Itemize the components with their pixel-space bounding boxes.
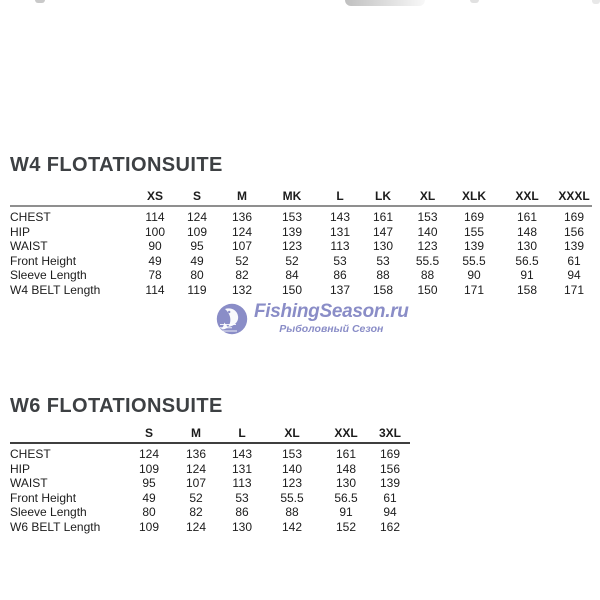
measurement-value: 109 [138, 461, 160, 476]
size-column-header: XL [405, 186, 450, 206]
size-column-header: XLK [450, 186, 498, 206]
measurement-value: 124 [231, 224, 253, 239]
size-column-header: L [222, 425, 262, 443]
measurement-row [10, 476, 410, 491]
measurement-value: 130 [516, 239, 538, 254]
measurement-value: 55.5 [415, 253, 440, 268]
size-column-header: XXL [498, 186, 556, 206]
measurement-value: 95 [190, 239, 204, 254]
measurement-value: 155 [463, 224, 485, 239]
size-column-header: XXXL [556, 186, 592, 206]
measurement-value: 136 [185, 447, 207, 462]
measurement-value: 113 [232, 476, 252, 491]
size-column-header: M [219, 186, 265, 206]
measurement-value: 95 [142, 476, 156, 491]
measurement-value: 49 [142, 490, 156, 505]
measurement-label: HIP [10, 461, 31, 476]
measurement-label: W6 BELT Length [10, 519, 101, 534]
measurement-value: 169 [563, 210, 585, 225]
blank-header-cell [10, 186, 135, 206]
measurement-value: 52 [285, 253, 299, 268]
size-header-row [10, 186, 592, 206]
size-column-header: XL [262, 425, 322, 443]
measurement-value: 123 [281, 476, 303, 491]
measurement-row [10, 520, 410, 535]
measurement-value: 109 [138, 519, 160, 534]
measurement-label: CHEST [10, 447, 51, 462]
measurement-value: 148 [516, 224, 538, 239]
fishingseason-watermark [216, 302, 409, 335]
measurement-value: 147 [372, 224, 394, 239]
measurement-label: HIP [10, 224, 31, 239]
measurement-value: 139 [281, 224, 303, 239]
watermark-text-block [254, 302, 409, 335]
measurement-row [10, 225, 592, 240]
size-column-header: M [170, 425, 222, 443]
measurement-value: 94 [383, 505, 397, 520]
measurement-value: 94 [567, 268, 581, 283]
measurement-value: 88 [285, 505, 299, 520]
measurement-value: 132 [231, 282, 253, 297]
measurement-value: 130 [231, 519, 253, 534]
w6-size-table [10, 425, 410, 534]
watermark-tagline: Рыболовный Сезон [279, 323, 384, 335]
measurement-value: 119 [187, 282, 207, 297]
measurement-label: Sleeve Length [10, 505, 87, 520]
measurement-value: 169 [379, 447, 401, 462]
size-column-header: S [128, 425, 170, 443]
measurement-value: 148 [335, 461, 357, 476]
measurement-value: 139 [563, 239, 585, 254]
measurement-value: 150 [417, 282, 438, 297]
measurement-value: 86 [333, 268, 347, 283]
measurement-value: 56.5 [334, 490, 358, 505]
measurement-value: 109 [186, 224, 208, 239]
measurement-value: 53 [376, 253, 390, 268]
measurement-value: 49 [190, 253, 204, 268]
measurement-value: 53 [333, 253, 347, 268]
w6-flotationsuite-section [10, 393, 410, 534]
size-column-header: MK [265, 186, 319, 206]
size-column-header: XXL [322, 425, 370, 443]
measurement-value: 90 [467, 268, 481, 283]
measurement-value: 86 [235, 505, 249, 520]
fish-logo-icon [216, 303, 248, 335]
measurement-value: 100 [144, 224, 166, 239]
measurement-row [10, 491, 410, 506]
measurement-value: 84 [285, 268, 299, 283]
measurement-value: 137 [329, 282, 351, 297]
measurement-value: 131 [329, 224, 351, 239]
measurement-value: 162 [379, 519, 401, 534]
measurement-label: WAIST [10, 239, 48, 254]
measurement-value: 53 [235, 490, 249, 505]
measurement-row [10, 505, 410, 520]
measurement-value: 142 [281, 519, 303, 534]
measurement-value: 88 [420, 268, 435, 283]
w4-flotationsuite-section [10, 152, 592, 297]
measurement-value: 131 [231, 461, 253, 476]
measurement-value: 143 [231, 447, 253, 462]
measurement-value: 143 [329, 210, 351, 225]
measurement-value: 123 [417, 239, 438, 254]
w6-section-title: W6 FLOTATIONSUITE [10, 395, 223, 417]
measurement-value: 114 [145, 282, 165, 297]
measurement-value: 153 [281, 447, 303, 462]
measurement-value: 56.5 [515, 253, 539, 268]
size-column-header: LK [361, 186, 405, 206]
measurement-label: W4 BELT Length [10, 282, 101, 297]
measurement-value: 136 [231, 210, 253, 225]
measurement-value: 161 [335, 447, 357, 462]
measurement-row [10, 254, 592, 269]
measurement-value: 49 [148, 253, 162, 268]
measurement-value: 124 [185, 461, 207, 476]
measurement-value: 130 [372, 239, 394, 254]
measurement-value: 140 [281, 461, 303, 476]
measurement-value: 156 [379, 461, 401, 476]
size-header-row [10, 425, 410, 443]
size-column-header: S [175, 186, 219, 206]
measurement-row [10, 443, 410, 462]
size-column-header: L [319, 186, 361, 206]
measurement-row [10, 239, 592, 254]
measurement-value: 91 [339, 505, 353, 520]
measurement-value: 113 [330, 239, 350, 254]
measurement-value: 80 [142, 505, 156, 520]
measurement-value: 52 [189, 490, 203, 505]
blank-header-cell [10, 425, 128, 443]
measurement-row [10, 462, 410, 477]
scan-artifact [470, 0, 479, 3]
measurement-value: 61 [567, 253, 581, 268]
measurement-value: 156 [563, 224, 585, 239]
measurement-label: CHEST [10, 210, 51, 225]
measurement-value: 140 [417, 224, 438, 239]
measurement-value: 80 [190, 268, 204, 283]
measurement-value: 55.5 [462, 253, 486, 268]
measurement-value: 124 [138, 447, 160, 462]
measurement-label: Front Height [10, 253, 77, 268]
size-column-header: 3XL [370, 425, 410, 443]
measurement-value: 139 [463, 239, 485, 254]
size-column-header: XS [135, 186, 175, 206]
measurement-value: 88 [376, 268, 390, 283]
scan-artifact [592, 0, 600, 4]
measurement-value: 153 [417, 210, 438, 225]
measurement-label: Front Height [10, 490, 77, 505]
measurement-value: 150 [281, 282, 303, 297]
w4-size-table [10, 186, 592, 297]
watermark-site-name: FishingSeason.ru [254, 301, 409, 322]
measurement-value: 130 [335, 476, 357, 491]
w4-section-title: W4 FLOTATIONSUITE [10, 154, 223, 176]
measurement-value: 82 [189, 505, 203, 520]
measurement-value: 61 [383, 490, 397, 505]
measurement-row [10, 268, 592, 283]
measurement-value: 91 [520, 268, 534, 283]
measurement-value: 124 [185, 519, 207, 534]
measurement-value: 169 [463, 210, 485, 225]
measurement-value: 161 [516, 210, 538, 225]
scan-artifact [345, 0, 425, 6]
measurement-value: 52 [235, 253, 249, 268]
measurement-row [10, 206, 592, 225]
scan-artifact [35, 0, 45, 3]
measurement-value: 171 [563, 282, 585, 297]
measurement-value: 161 [372, 210, 394, 225]
measurement-value: 55.5 [280, 490, 304, 505]
measurement-value: 107 [231, 239, 253, 254]
measurement-value: 123 [281, 239, 303, 254]
measurement-value: 158 [372, 282, 394, 297]
measurement-value: 153 [281, 210, 303, 225]
measurement-label: WAIST [10, 476, 48, 491]
measurement-value: 82 [235, 268, 249, 283]
measurement-value: 171 [463, 282, 485, 297]
measurement-value: 139 [379, 476, 401, 491]
measurement-value: 107 [185, 476, 207, 491]
measurement-value: 124 [186, 210, 208, 225]
measurement-value: 158 [516, 282, 538, 297]
measurement-value: 90 [148, 239, 162, 254]
measurement-row [10, 283, 592, 298]
measurement-value: 152 [335, 519, 357, 534]
measurement-label: Sleeve Length [10, 268, 87, 283]
measurement-value: 78 [148, 268, 162, 283]
measurement-value: 114 [145, 210, 165, 225]
